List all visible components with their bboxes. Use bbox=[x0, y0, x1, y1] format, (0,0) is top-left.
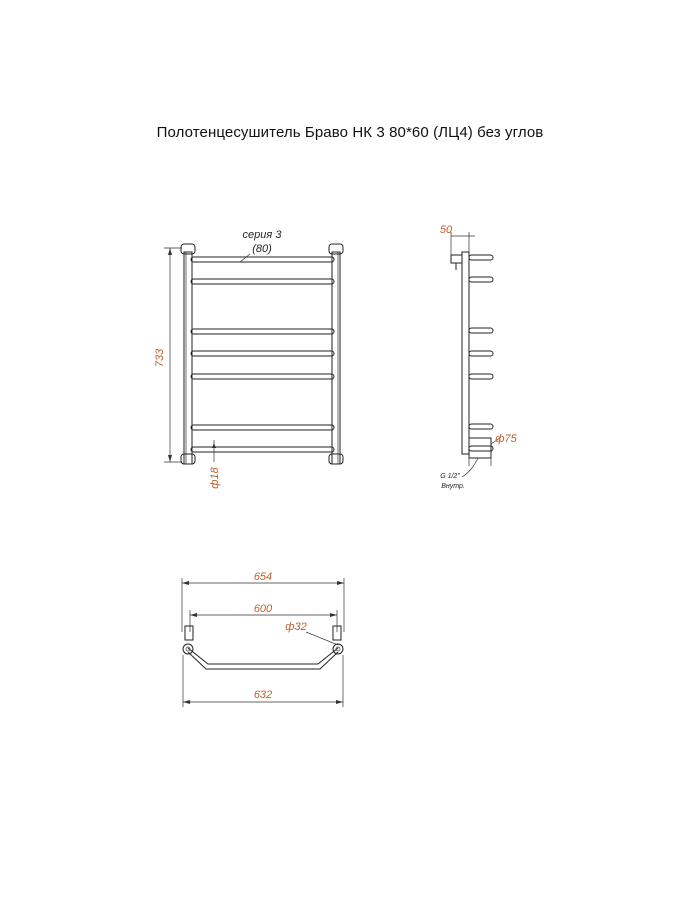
top-mount bbox=[451, 255, 462, 263]
diagram-title: Полотенцесушитель Браво НК 3 80*60 (ЛЦ4) без углов bbox=[156, 124, 544, 141]
pipe-diameter-dimension: ф18 bbox=[209, 467, 221, 489]
thread-label: G 1/2" bbox=[440, 473, 460, 480]
rungs bbox=[191, 257, 334, 452]
right-bottom-cap bbox=[329, 454, 343, 464]
rung bbox=[191, 279, 334, 284]
height-dimension: 733 bbox=[154, 348, 166, 368]
rail-inner bbox=[188, 652, 338, 669]
rung bbox=[191, 257, 334, 262]
bottom-width-dimension: 632 bbox=[253, 689, 273, 701]
left-upright bbox=[184, 252, 192, 464]
front-view bbox=[154, 229, 343, 489]
side-view bbox=[440, 224, 518, 490]
rung bbox=[191, 374, 334, 379]
thread-note: Внутр. bbox=[441, 483, 465, 490]
rung bbox=[191, 329, 334, 334]
left-wall-mount bbox=[185, 626, 193, 640]
center-distance-dimension: 600 bbox=[253, 603, 273, 615]
top-view bbox=[182, 571, 344, 707]
series-value: (80) bbox=[252, 243, 272, 255]
series-label: серия 3 bbox=[242, 229, 282, 241]
side-upright bbox=[462, 252, 469, 454]
left-bottom-cap bbox=[181, 454, 195, 464]
rung bbox=[191, 425, 334, 430]
rung bbox=[191, 351, 334, 356]
top-pipe-diameter-dimension: ф32 bbox=[285, 621, 307, 633]
overall-width-dimension: 654 bbox=[253, 571, 273, 583]
bottom-flange bbox=[469, 438, 491, 458]
side-rung-stubs bbox=[469, 255, 493, 451]
flange-diameter-dimension: ф75 bbox=[495, 433, 517, 445]
offset-dimension: 50 bbox=[439, 224, 453, 236]
rail-outer bbox=[188, 648, 338, 664]
